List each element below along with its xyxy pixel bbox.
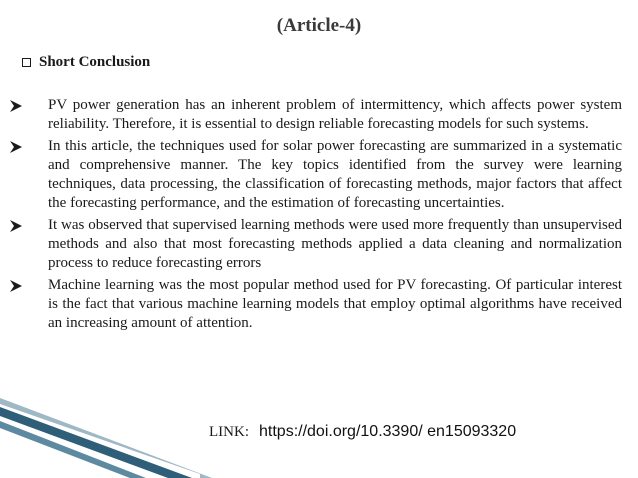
swoosh-dark-stripe bbox=[0, 407, 192, 478]
arrowhead-icon bbox=[10, 141, 22, 153]
list-item bbox=[10, 137, 622, 213]
section-heading-label: Short Conclusion bbox=[39, 54, 151, 70]
doi-link[interactable]: https://doi.org/10.3390/ en15093320 bbox=[259, 423, 517, 440]
bullet-list bbox=[10, 96, 622, 336]
hollow-square-icon bbox=[22, 58, 31, 67]
list-item-text: In this article, the techniques used for solar power forecasting are summarized in a systematic and comprehensive manner. The key topics identified from the survey were learning techniques, data processing, the classification of forecasting methods, major factors that affect the forecasting performance, and the estimation of forecasting uncertainties. bbox=[48, 138, 622, 211]
list-item-text: Machine learning was the most popular method used for PV forecasting. Of particular interest is the fact that various machine learning models that employ optimal algorithms have received an increasing amount of attention. bbox=[48, 277, 622, 331]
arrowhead-icon bbox=[10, 100, 22, 112]
arrowhead-icon bbox=[10, 280, 22, 292]
arrowhead-icon bbox=[10, 220, 22, 232]
list-item bbox=[10, 216, 622, 273]
list-item-text: It was observed that supervised learning methods were used more frequently than unsupervised methods and also that most forecasting methods applied a data cleaning and normalization process to reduce forecasting errors bbox=[48, 217, 622, 271]
slide-title: (Article-4) bbox=[276, 15, 362, 36]
link-label: LINK: bbox=[209, 424, 249, 440]
list-item bbox=[10, 276, 622, 333]
section-heading bbox=[22, 54, 150, 71]
list-item bbox=[10, 96, 622, 134]
link-row bbox=[209, 423, 516, 441]
list-item-text: PV power generation has an inherent problem of intermittency, which affects power system reliability. Therefore, it is essential to design reliable forecasting models for such systems. bbox=[48, 97, 622, 132]
